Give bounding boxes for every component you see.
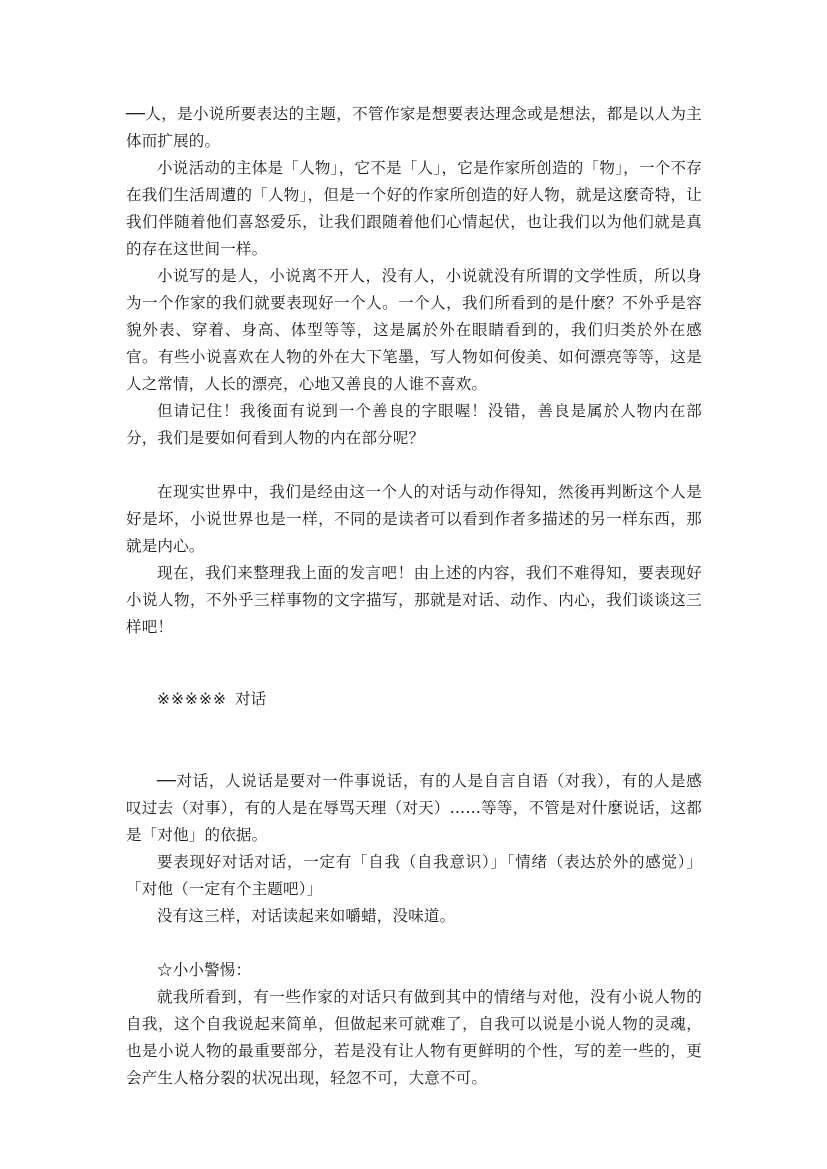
paragraph-spacer [126,452,702,479]
paragraph-intro-3: 小说写的是人，小说离不开人，没有人，小说就没有所谓的文学性质，所以身为一个作家的我们就要表现好一个人。一个人，我们所看到的是什麼？不外乎是容貌外表、穿着、身高、体型等等，这是属於外在眼睛看到的，我们归类於外在感官。有些小说喜欢在人物的外在大下笔墨，写人物如何俊美、如何漂亮等等，这是人之常情，人长的漂亮，心地又善良的人谁不喜欢。 [126,267,702,393]
paragraph-intro-4: 但请记住！我後面有说到一个善良的字眼喔！没错，善良是属於人物内在部分，我们是要如何看到人物的内在部分呢？ [126,402,702,447]
section-spacer-after [126,713,702,759]
section-heading [126,686,702,713]
paragraph-middle-1: 在现实世界中，我们是经由这一个人的对话与动作得知，然後再判断这个人是好是坏，小说世界也是一样，不同的是读者可以看到作者多描述的另一样东西，那就是内心。 [126,483,702,555]
note-title: ☆小小警惕： [157,961,252,979]
section-spacer-after-extra [126,759,702,768]
section-heading-title: 对话 [234,690,267,708]
paragraph-intro-2: 小说活动的主体是「人物」，它不是「人」，它是作家所创造的「物」，一个不存在我们生活周遭的「人物」，但是一个好的作家所创造的好人物，就是这麼奇特，让我们伴随着他们喜怒爱乐，让我们跟随着他们心情起伏，也让我们以为他们就是真的存在这世间一样。 [126,159,702,258]
paragraph-intro-1: ──人，是小说所要表达的主题，不管作家是想要表达理念或是想法，都是以人为主体而扩展的。 [126,105,702,150]
paragraph-dialogue-1: ──对话，人说话是要对一件事说话，有的人是自言自语（对我），有的人是感叹过去（对事），有的人是在辱骂天理（对天）……等等，不管是对什麼说话，这都是「对他」的依据。 [126,772,702,844]
document-body [126,101,702,1092]
paragraph-middle-2: 现在，我们来整理我上面的发言吧！由上述的内容，我们不难得知，要表现好小说人物，不外乎三样事物的文字描写，那就是对话、动作、内心，我们谈谈这三样吧！ [126,564,702,636]
section-heading-marks: ※※※※※ [157,690,227,708]
note-spacer [126,930,702,957]
note-body: 就我所看到，有一些作家的对话只有做到其中的情绪与对他，没有小说人物的自我，这个自我说起来简单，但做起来可就难了，自我可以说是小说人物的灵魂，也是小说人物的最重要部分，若是没有让人物有更鲜明的个性，写的差一些的，更会产生人格分裂的状况出现，轻忽不可，大意不可。 [126,988,702,1087]
section-spacer [126,641,702,668]
section-spacer-extra [126,668,702,686]
paragraph-dialogue-3: 没有这三样，对话读起来如嚼蜡，没味道。 [157,907,456,925]
paragraph-dialogue-2: 要表现好对话对话，一定有「自我（自我意识）」「情绪（表达於外的感觉）」「对他（一定有个主题吧）」 [126,853,702,898]
